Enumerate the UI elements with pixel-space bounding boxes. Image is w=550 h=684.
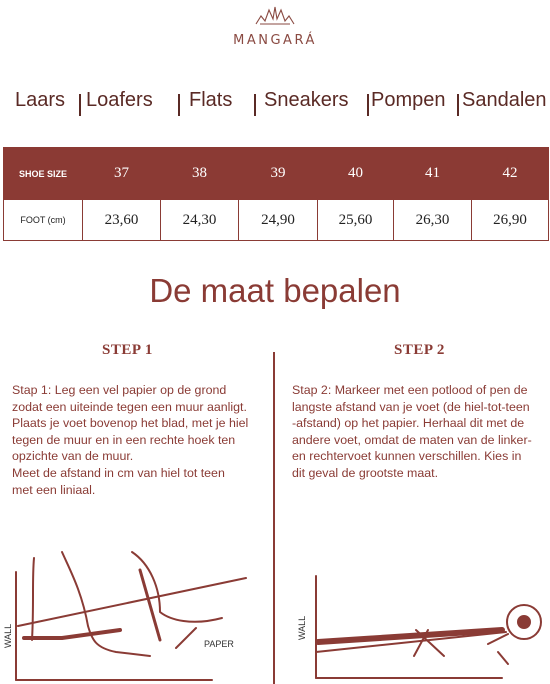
- size-cell: 38: [161, 148, 239, 200]
- shoe-size-row: [4, 148, 549, 200]
- size-chart-table: [3, 147, 549, 241]
- wall-label-step2: WALL: [297, 615, 307, 640]
- wall-label: WALL: [3, 623, 13, 648]
- page-title: De maat bepalen: [149, 272, 401, 309]
- foot-cm-cell: 26,30: [394, 200, 472, 241]
- shoe-size-label: SHOE SIZE: [4, 148, 83, 200]
- step1-illustration: [0, 530, 272, 684]
- category-separator: [178, 94, 180, 116]
- category-loafers[interactable]: Loafers: [86, 89, 153, 111]
- foot-cm-cell: 24,90: [239, 200, 318, 241]
- pencil: [140, 570, 160, 640]
- brand-name: MANGARÁ: [233, 33, 317, 48]
- category-sneakers[interactable]: Sneakers: [264, 89, 349, 111]
- size-cell: 40: [318, 148, 394, 200]
- category-separator: [254, 94, 256, 116]
- foot-outline: [62, 552, 150, 656]
- step1-text: Stap 1: Leg een vel papier op de grond zodat een uiteinde tegen een muur aanligt. Plaats je voet bovenop het blad, met je hiel tegen de muur en in een rechte hoek ten opzichte van de muur. Meet de afstand in cm van hiel tot teen met een liniaal.: [12, 383, 249, 497]
- category-separator: [457, 94, 459, 116]
- category-sandalen[interactable]: Sandalen: [462, 89, 547, 111]
- foot-cm-cell: 24,30: [161, 200, 239, 241]
- step2-text: Stap 2: Markeer met een potlood of pen de langste afstand van je voet (de hiel-tot-teen -afstand) op het papier. Herhaal dit met de andere voet, omdat de maten van de linker- en rechtervoet kunnen verschillen. Kies in dit geval de grootste maat.: [292, 383, 532, 480]
- ruler-bar: [24, 630, 120, 638]
- column-divider: [273, 352, 275, 684]
- category-pompen[interactable]: Pompen: [371, 89, 446, 111]
- category-flats[interactable]: Flats: [189, 89, 233, 111]
- leg-outline: [32, 558, 34, 640]
- size-cell: 42: [472, 148, 549, 200]
- step2-illustration: [276, 560, 550, 684]
- foot-length-row: [4, 200, 549, 241]
- foot-cm-cell: 25,60: [318, 200, 394, 241]
- step2-title: STEP 2: [394, 342, 445, 358]
- pencil-mark: [498, 652, 508, 664]
- category-separator: [79, 94, 81, 116]
- paper-pointer: [176, 628, 196, 648]
- paper-label: PAPER: [204, 639, 234, 649]
- size-cell: 41: [394, 148, 472, 200]
- category-laars[interactable]: Laars: [15, 89, 66, 111]
- paper-edge-line: [18, 578, 246, 626]
- step1-title: STEP 1: [102, 342, 153, 358]
- foot-cm-cell: 23,60: [83, 200, 161, 241]
- category-separator: [367, 94, 369, 116]
- crown-icon: [252, 4, 298, 28]
- size-cell: 37: [83, 148, 161, 200]
- foot-length-label: FOOT (cm): [4, 200, 83, 241]
- size-cell: 39: [239, 148, 318, 200]
- tape-measure-body: [488, 634, 508, 644]
- foot-cm-cell: 26,90: [472, 200, 549, 241]
